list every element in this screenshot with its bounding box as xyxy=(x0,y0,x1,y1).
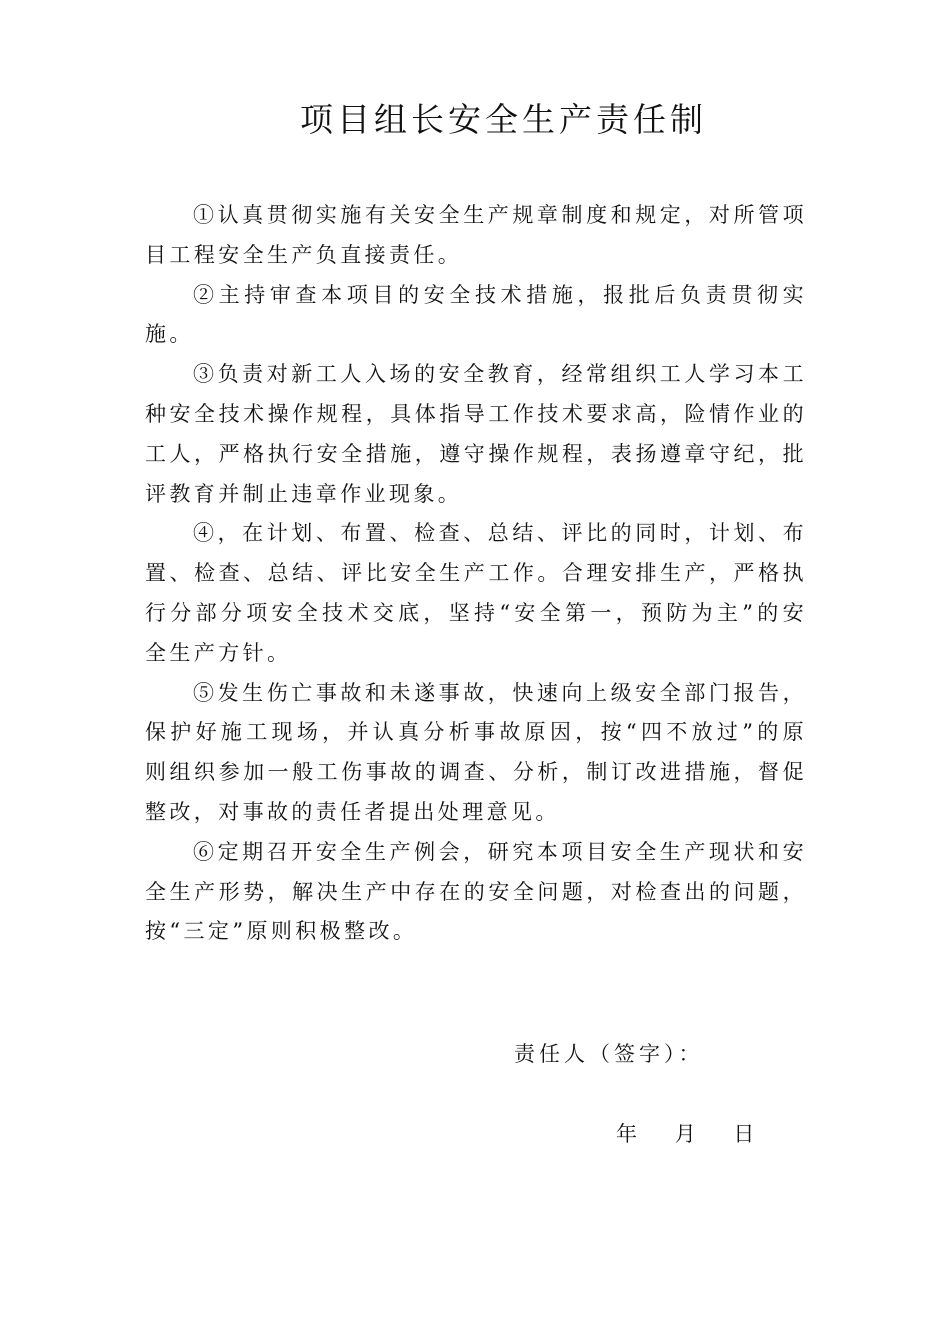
paragraph-3: ③负责对新工人入场的安全教育，经常组织工人学习本工种安全技术操作规程，具体指导工作技术要求高，险情作业的工人，严格执行安全措施，遵守操作规程，表扬遵章守纪，批评教育并制止违章作业现象。 xyxy=(145,362,807,506)
paragraph-5: ⑤发生伤亡事故和未遂事故，快速向上级安全部门报告，保护好施工现场，并认真分析事故原因，按“四不放过”的原则组织参加一般工伤事故的调查、分析，制订改进措施，督促整改，对事故的责任者提出处理意见。 xyxy=(145,680,807,824)
paragraph-2: ②主持审查本项目的安全技术措施，报批后负责贯彻实施。 xyxy=(145,282,807,347)
date-month-label: 月 xyxy=(674,1122,696,1146)
signature-label: 责任人（签字）： xyxy=(514,1042,704,1066)
paragraph-1: ①认真贯彻实施有关安全生产规章制度和规定，对所管项目工程安全生产负直接责任。 xyxy=(145,203,807,267)
document-body xyxy=(145,196,807,952)
date-year-label: 年 xyxy=(616,1122,637,1146)
document-title: 项目组长安全生产责任制 xyxy=(300,100,707,139)
paragraph-4: ④，在计划、布置、检查、总结、评比的同时，计划、布置、检查、总结、评比安全生产工作。合理安排生产，严格执行分部分项安全技术交底，坚持“安全第一，预防为主”的安全生产方针。 xyxy=(145,521,807,665)
date-day-label: 日 xyxy=(733,1122,755,1146)
date-line xyxy=(616,1116,754,1152)
paragraph-6: ⑥定期召开安全生产例会，研究本项目安全生产现状和安全生产形势，解决生产中存在的安全问题，对检查出的问题，按“三定”原则积极整改。 xyxy=(145,839,807,944)
